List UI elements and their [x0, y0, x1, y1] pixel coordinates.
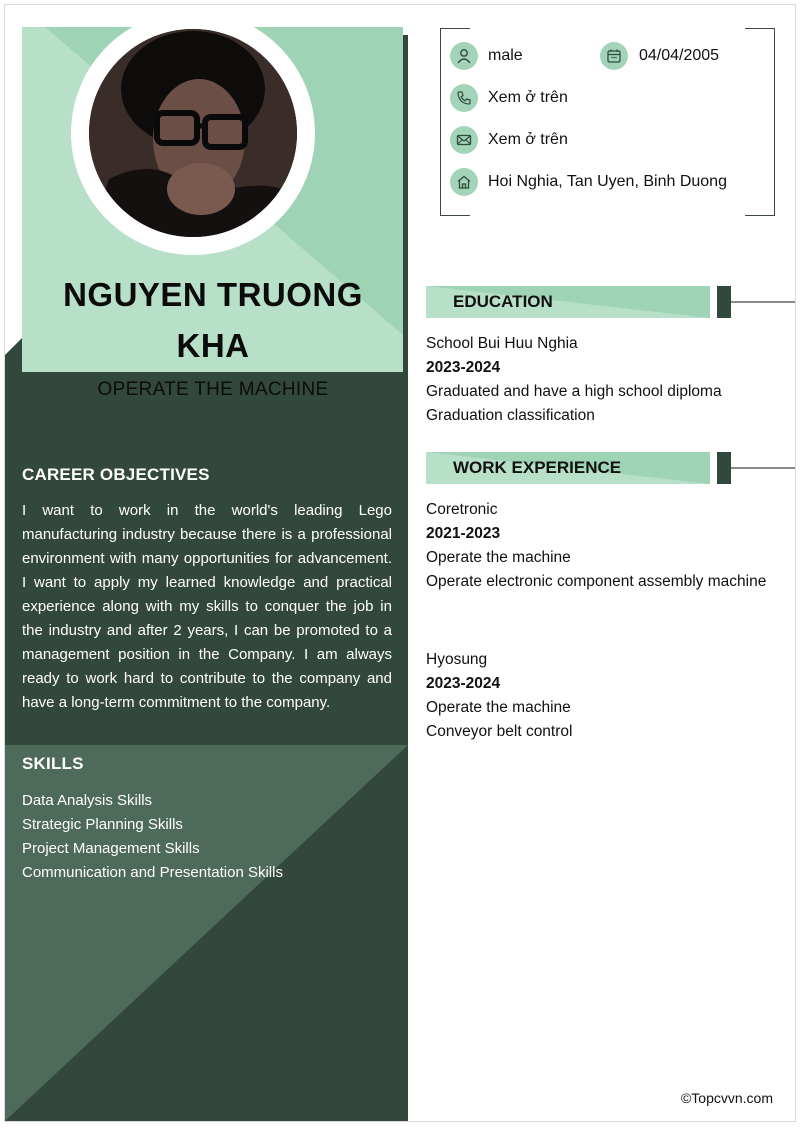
company-name: Coretronic [426, 501, 498, 518]
email-value: Xem ở trên [488, 131, 568, 148]
cv-page [5, 5, 795, 1121]
career-objectives-text: I want to work in the world's leading Lego manufacturing industry because there is a professional environment with many opportunities for advancement. I want to apply my learned knowledge and practical experience along with my skills to conquer the job in the industry and after 2 years, I can be promoted to a management position in the Company. I am always ready to work hard to contribute to the company and have a long-term commitment to the company. [22, 502, 392, 711]
education-heading: EDUCATION [453, 292, 553, 311]
home-icon [450, 168, 478, 196]
work-years: 2021-2023 [426, 525, 501, 542]
work-years: 2023-2024 [426, 675, 501, 692]
career-objectives-heading: CAREER OBJECTIVES [22, 465, 210, 484]
birthday-value: 04/04/2005 [639, 47, 720, 64]
work-experience-rule [731, 467, 795, 469]
skill-item: Data Analysis Skills [22, 792, 153, 809]
skill-item: Strategic Planning Skills [22, 816, 183, 833]
calendar-icon [600, 42, 628, 70]
candidate-name: NGUYEN TRUONG KHA [63, 276, 363, 364]
footer-credit: ©Topcvvn.com [680, 1090, 773, 1106]
skills-heading: SKILLS [22, 754, 84, 773]
contact-bracket-right [745, 28, 775, 216]
work-entry [426, 498, 778, 594]
mail-icon [450, 126, 478, 154]
education-detail: Graduation classification [426, 407, 595, 424]
work-position: Operate the machine [426, 549, 571, 566]
work-description: Conveyor belt control [426, 723, 573, 740]
profile-photo [89, 29, 297, 237]
work-entry [426, 648, 778, 744]
work-description: Operate electronic component assembly machine [426, 573, 767, 590]
work-experience-band [426, 452, 710, 484]
education-entry [426, 332, 778, 428]
contact-address [450, 168, 727, 196]
skill-item: Project Management Skills [22, 840, 200, 857]
education-marker [717, 286, 731, 318]
phone-icon [450, 84, 478, 112]
contact-phone [450, 84, 568, 112]
contact-birthday [600, 42, 719, 70]
skill-item: Communication and Presentation Skills [22, 864, 283, 881]
education-band [426, 286, 710, 318]
school-name: School Bui Huu Nghia [426, 335, 578, 352]
contact-box [440, 28, 775, 216]
skills-list [22, 789, 392, 885]
user-icon [450, 42, 478, 70]
company-name: Hyosung [426, 651, 488, 668]
work-experience-marker [717, 452, 731, 484]
gender-value: male [488, 47, 523, 64]
education-years: 2023-2024 [426, 359, 501, 376]
work-experience-heading: WORK EXPERIENCE [453, 458, 622, 477]
address-value: Hoi Nghia, Tan Uyen, Binh Duong [488, 173, 727, 190]
contact-email [450, 126, 568, 154]
contact-gender [450, 42, 523, 70]
education-rule [731, 301, 795, 303]
work-experience-header [426, 452, 795, 484]
work-position: Operate the machine [426, 699, 571, 716]
education-header [426, 286, 795, 318]
phone-value: Xem ở trên [488, 89, 568, 106]
job-title: OPERATE THE MACHINE [97, 379, 329, 400]
education-detail: Graduated and have a high school diploma [426, 383, 722, 400]
